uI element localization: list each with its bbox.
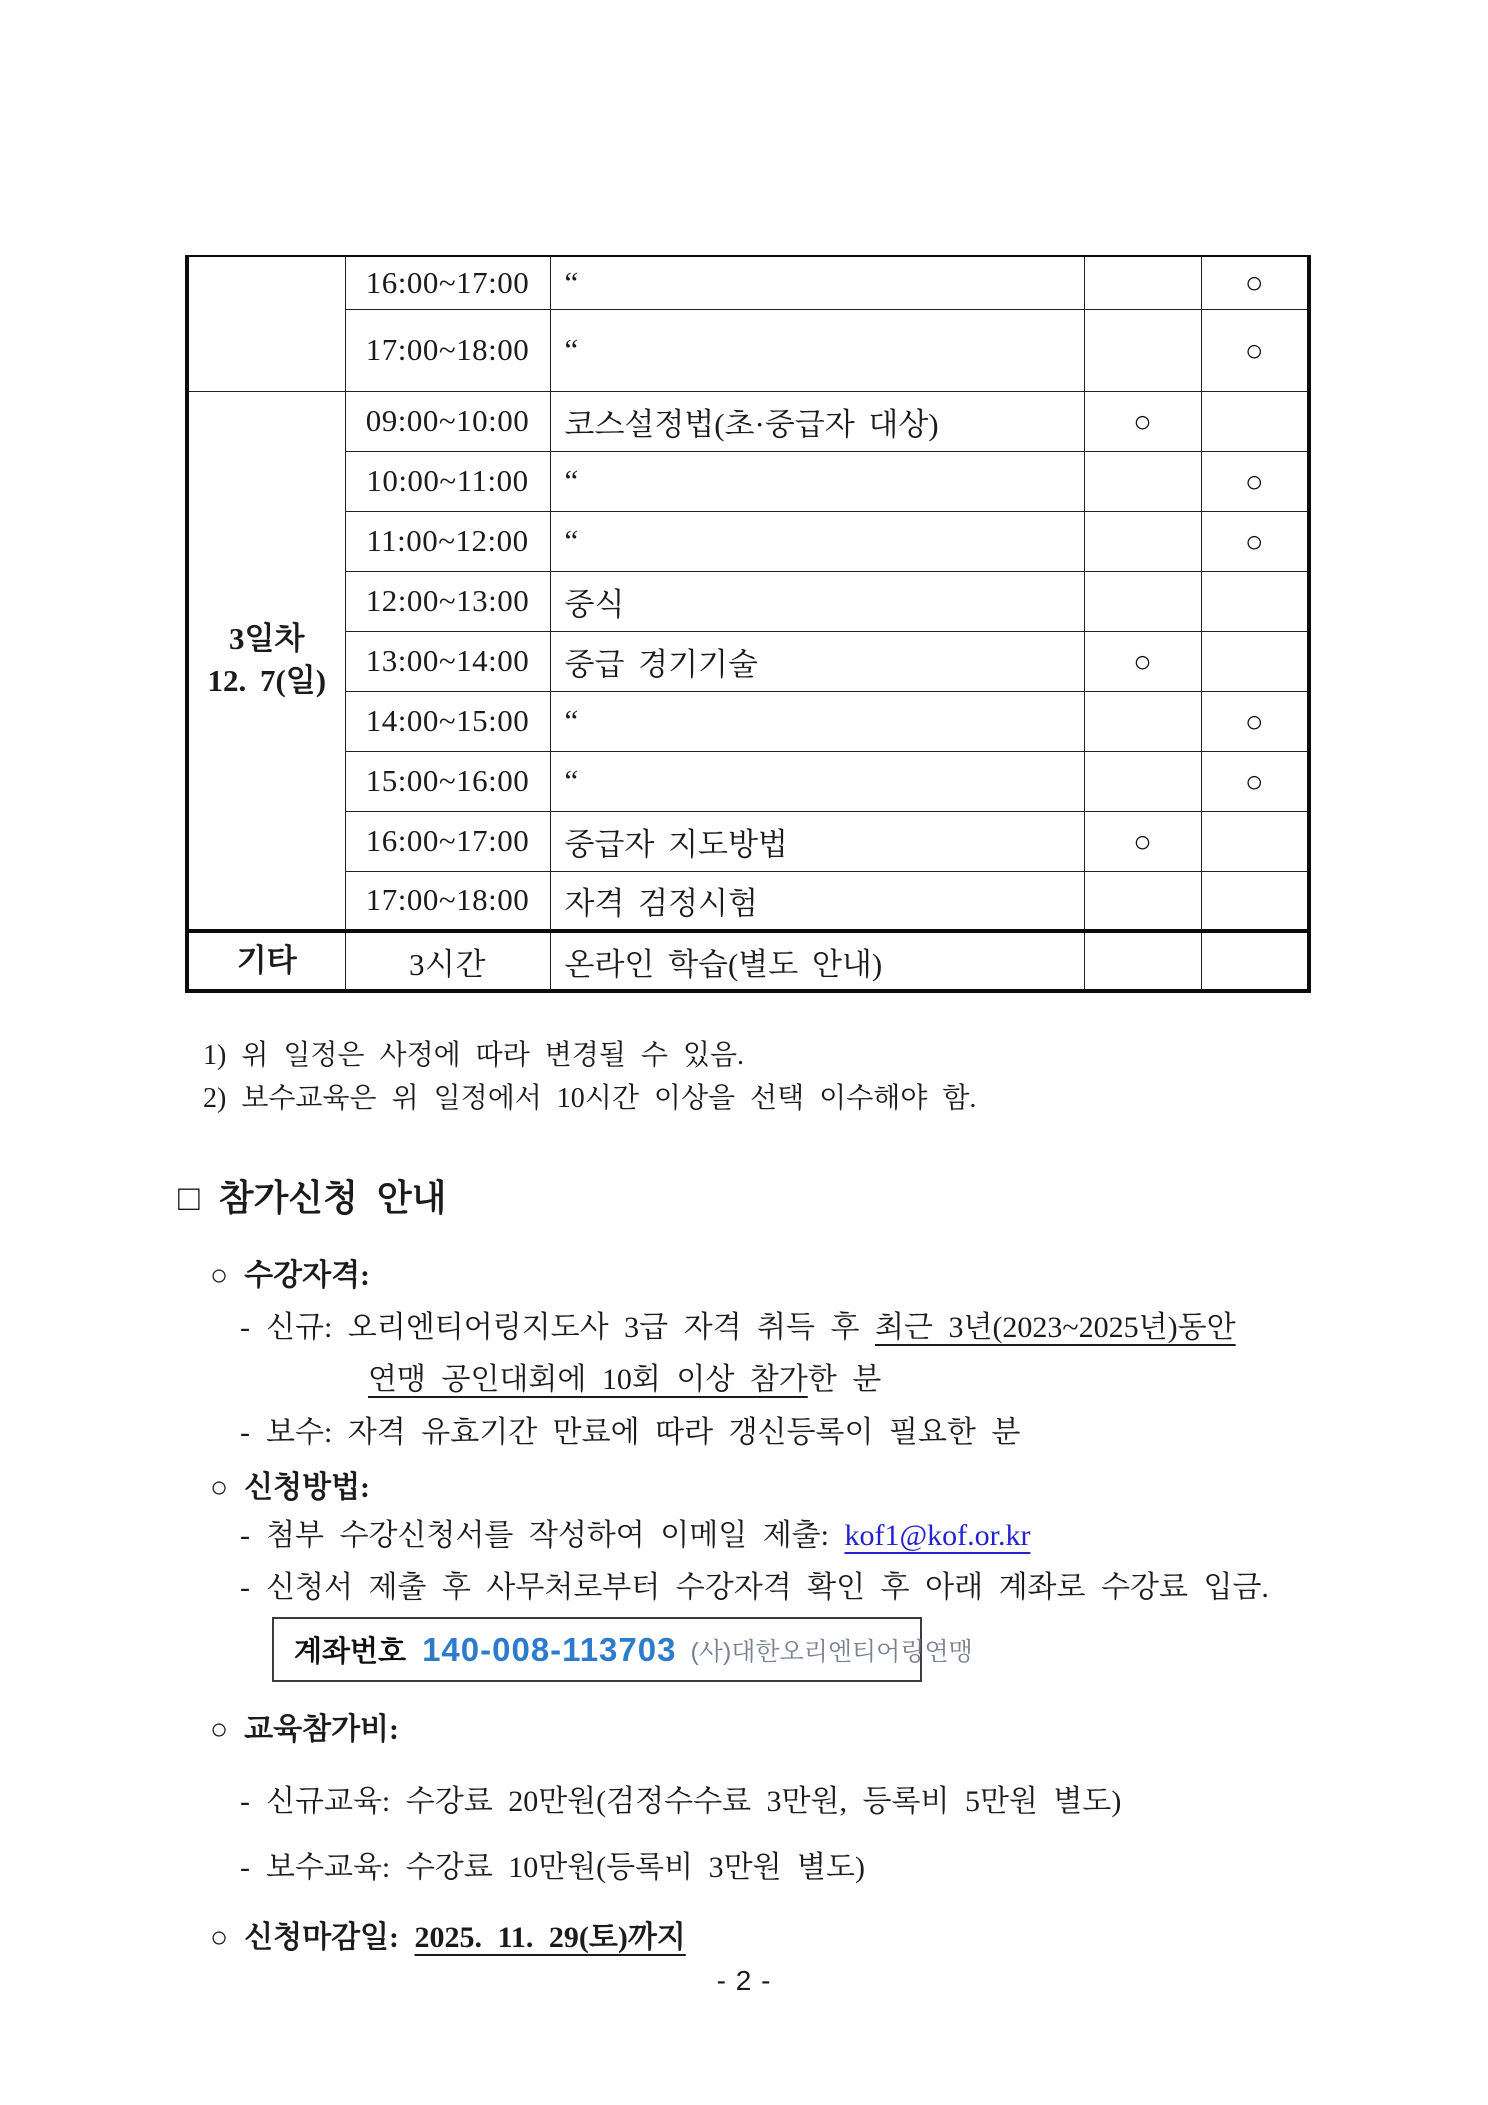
mark-cell-col2 xyxy=(1201,871,1309,931)
dash-bullet: - xyxy=(240,1571,250,1604)
table-row xyxy=(187,691,1309,751)
account-number-label: 계좌번호 xyxy=(294,1636,407,1668)
time-cell: 17:00~18:00 xyxy=(345,309,550,391)
mark-cell-col1 xyxy=(1084,309,1201,391)
table-row-etc xyxy=(187,931,1309,991)
circle-bullet-icon: ○ xyxy=(210,1921,229,1954)
mark-cell-col1 xyxy=(1084,751,1201,811)
mark-cell-col2: ○ xyxy=(1201,256,1309,309)
section-heading xyxy=(178,1170,446,1221)
table-row xyxy=(187,811,1309,871)
mark-cell-col2 xyxy=(1201,571,1309,631)
time-cell: 10:00~11:00 xyxy=(345,451,550,511)
content-cell: “ xyxy=(550,751,1084,811)
method-payment-text: 신청서 제출 후 사무처로부터 수강자격 확인 후 아래 계좌로 수강료 입금. xyxy=(266,1571,1269,1604)
dash-bullet: - xyxy=(240,1519,250,1552)
mark-cell-col2: ○ xyxy=(1201,309,1309,391)
mark-cell-col1: ○ xyxy=(1084,391,1201,451)
content-cell: “ xyxy=(550,309,1084,391)
content-cell: 중식 xyxy=(550,571,1084,631)
account-number-value: 140-008-113703 xyxy=(422,1630,677,1668)
eligibility-refresher-text: 보수: 자격 유효기간 만료에 따라 갱신등록이 필요한 분 xyxy=(266,1416,1021,1449)
table-row xyxy=(187,511,1309,571)
method-item-payment xyxy=(240,1562,1269,1606)
eligibility-label: 수강자격: xyxy=(244,1259,371,1292)
mark-cell-col1 xyxy=(1084,451,1201,511)
time-cell: 16:00~17:00 xyxy=(345,256,550,309)
fee-refresher-text: 보수교육: 수강료 10만원(등록비 3만원 별도) xyxy=(266,1851,865,1884)
mark-cell-col2: ○ xyxy=(1201,451,1309,511)
content-cell: 온라인 학습(별도 안내) xyxy=(550,931,1084,991)
table-row xyxy=(187,309,1309,391)
mark-cell-col1 xyxy=(1084,256,1201,309)
mark-cell-col1 xyxy=(1084,871,1201,931)
eligibility-new-tail: 한 분 xyxy=(807,1363,882,1396)
eligibility-item-new-cont xyxy=(368,1354,881,1398)
account-holder: (사)대한오리엔티어링연맹 xyxy=(690,1637,973,1666)
eligibility-header xyxy=(210,1250,370,1294)
dash-bullet: - xyxy=(240,1311,250,1344)
content-cell: 중급자 지도방법 xyxy=(550,811,1084,871)
time-cell: 11:00~12:00 xyxy=(345,511,550,571)
mark-cell-col1 xyxy=(1084,691,1201,751)
time-cell: 16:00~17:00 xyxy=(345,811,550,871)
mark-cell-col2 xyxy=(1201,391,1309,451)
method-item-email xyxy=(240,1510,1030,1554)
section-heading-label: 참가신청 안내 xyxy=(218,1178,447,1218)
fee-label: 교육참가비: xyxy=(244,1713,400,1746)
eligibility-new-text: 신규: 오리엔티어링지도사 3급 자격 취득 후 xyxy=(266,1311,875,1344)
content-cell: 자격 검정시험 xyxy=(550,871,1084,931)
day3-label-line2: 12. 7(일) xyxy=(207,663,327,699)
content-cell: “ xyxy=(550,451,1084,511)
email-link[interactable]: kof1@kof.or.kr xyxy=(844,1519,1031,1552)
bank-account-box xyxy=(272,1617,973,1682)
day3-label-line1: 3일차 xyxy=(229,621,305,657)
time-cell: 09:00~10:00 xyxy=(345,391,550,451)
content-cell: “ xyxy=(550,511,1084,571)
eligibility-new-underlined: 최근 3년(2023~2025년)동안 xyxy=(875,1311,1236,1344)
eligibility-item-refresher xyxy=(240,1407,1020,1451)
footnote-1: 1) 위 일정은 사정에 따라 변경될 수 있음. xyxy=(203,1040,745,1071)
mark-cell-col1: ○ xyxy=(1084,631,1201,691)
mark-cell-col2 xyxy=(1201,931,1309,991)
day-cell-prev xyxy=(187,256,345,391)
eligibility-item-new xyxy=(240,1302,1236,1346)
fee-item-new xyxy=(240,1776,1121,1820)
schedule-table xyxy=(185,255,1311,993)
mark-cell-col2 xyxy=(1201,811,1309,871)
time-cell: 13:00~14:00 xyxy=(345,631,550,691)
mark-cell-col1 xyxy=(1084,931,1201,991)
mark-cell-col2: ○ xyxy=(1201,511,1309,571)
mark-cell-col2: ○ xyxy=(1201,691,1309,751)
table-row xyxy=(187,571,1309,631)
table-row xyxy=(187,871,1309,931)
table-row xyxy=(187,391,1309,451)
time-cell: 3시간 xyxy=(345,931,550,991)
table-row xyxy=(187,631,1309,691)
table-row xyxy=(187,451,1309,511)
content-cell: “ xyxy=(550,256,1084,309)
dash-bullet: - xyxy=(240,1851,250,1884)
method-label: 신청방법: xyxy=(244,1471,371,1504)
mark-cell-col1 xyxy=(1084,571,1201,631)
square-bullet-icon: □ xyxy=(178,1178,200,1218)
deadline-value: 2025. 11. 29(토)까지 xyxy=(414,1921,686,1954)
day-cell-day3 xyxy=(187,391,345,931)
table-row xyxy=(187,751,1309,811)
content-cell: “ xyxy=(550,691,1084,751)
circle-bullet-icon: ○ xyxy=(210,1471,229,1504)
footnote-2: 2) 보수교육은 위 일정에서 10시간 이상을 선택 이수해야 함. xyxy=(203,1083,977,1114)
fee-header xyxy=(210,1704,399,1748)
circle-bullet-icon: ○ xyxy=(210,1713,229,1746)
deadline-line xyxy=(210,1912,686,1956)
time-cell: 17:00~18:00 xyxy=(345,871,550,931)
method-header xyxy=(210,1462,370,1506)
time-cell: 14:00~15:00 xyxy=(345,691,550,751)
content-cell: 중급 경기기술 xyxy=(550,631,1084,691)
dash-bullet: - xyxy=(240,1416,250,1449)
dash-bullet: - xyxy=(240,1785,250,1818)
method-email-text: 첨부 수강신청서를 작성하여 이메일 제출: xyxy=(266,1519,845,1552)
deadline-label: 신청마감일: xyxy=(244,1921,415,1954)
fee-new-text: 신규교육: 수강료 20만원(검정수수료 3만원, 등록비 5만원 별도) xyxy=(266,1785,1122,1818)
circle-bullet-icon: ○ xyxy=(210,1259,229,1292)
eligibility-new-underlined-2: 연맹 공인대회에 10회 이상 참가 xyxy=(368,1363,808,1396)
mark-cell-col2 xyxy=(1201,631,1309,691)
time-cell: 12:00~13:00 xyxy=(345,571,550,631)
time-cell: 15:00~16:00 xyxy=(345,751,550,811)
mark-cell-col1: ○ xyxy=(1084,811,1201,871)
page-number: - 2 - xyxy=(716,1965,772,1996)
day-cell-etc: 기타 xyxy=(187,931,345,991)
table-row xyxy=(187,256,1309,309)
content-cell: 코스설정법(초·중급자 대상) xyxy=(550,391,1084,451)
fee-item-refresher xyxy=(240,1842,865,1886)
mark-cell-col2: ○ xyxy=(1201,751,1309,811)
mark-cell-col1 xyxy=(1084,511,1201,571)
